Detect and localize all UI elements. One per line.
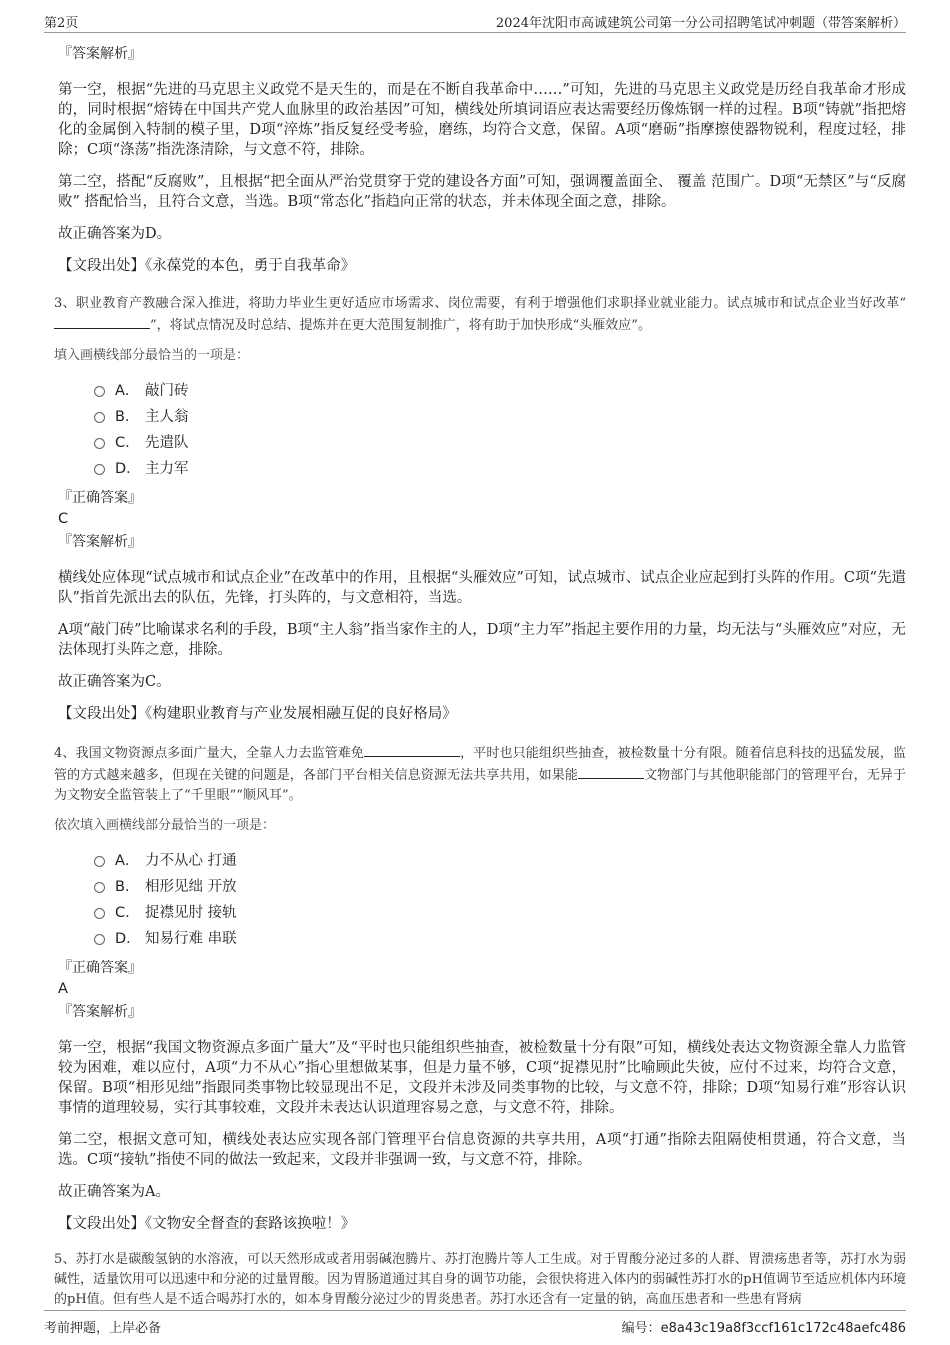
q4-conclusion: 故正确答案为A。 [58, 1184, 170, 1200]
q4-option-d[interactable]: D． 知易行难 串联 [94, 926, 906, 952]
q3-options [94, 378, 906, 482]
q3-option-b[interactable]: B． 主人翁 [94, 404, 906, 430]
q5-stem: 5、苏打水是碳酸氢钠的水溶液，可以天然形成或者用弱碱泡腾片、苏打泡腾片等人工生成。对于胃酸分泌过多的人群、胃溃疡患者等，苏打水为弱碱性，适量饮用可以迅速中和分泌的过量胃酸。因为胃肠道通过其自身的调节功能，会很快将进入体内的弱碱性苏打水的pH值调节至适应机体内环境的pH值。但有些人是不适合喝苏打水的，如本身胃酸分泌过少的胃炎患者。苏打水还含有一定量的钠，高血压患者和一些患有肾病 [54, 1252, 906, 1307]
radio-icon[interactable] [94, 386, 105, 397]
q3-analysis-para-1: 横线处应体现“试点城市和试点企业”在改革中的作用，且根据“头雁效应”可知，试点城市、试点企业应起到打头阵的作用。C项“先遣队”指首先派出去的队伍，先锋，打头阵的，与文意相符，当选。 [58, 570, 906, 606]
page-number: 第2页 [44, 16, 79, 31]
document-title: 2024年沈阳市高诚建筑公司第一分公司招聘笔试冲刺题（带答案解析） [495, 16, 906, 31]
q2-analysis-para-2: 第二空，搭配“反腐败”，且根据“把全面从严治党贯穿于党的建设各方面”可知，强调覆盖面全、 覆盖 范围广。D项“无禁区”与“反腐败” 搭配恰当，且符合文意，当选。B项“常态化”指趋向正常的状态，并未体现全面之意，排除。 [58, 174, 906, 210]
q3-stem: 3、职业教育产教融合深入推进，将助力毕业生更好适应市场需求、岗位需要，有利于增强他们求职择业就业能力。试点城市和试点企业当好改革“”，将试点情况及时总结、提炼并在更大范围复制推广，将有助于加快形成“头雁效应”。 [54, 296, 906, 333]
correct-answer-label: 『正确答案』 [58, 960, 142, 976]
radio-icon[interactable] [94, 934, 105, 945]
q3-prompt: 填入画横线部分最恰当的一项是： [54, 348, 250, 363]
footer-note: 考前押题，上岸必备 [44, 1321, 162, 1336]
document-code: 编号：e8a43c19a8f3ccf161c172c48aefc486 [621, 1321, 906, 1336]
page-footer [44, 1310, 906, 1335]
q3-answer: C [58, 511, 69, 527]
q2-source: 【文段出处】《永葆党的本色，勇于自我革命》 [58, 258, 356, 274]
radio-icon[interactable] [94, 464, 105, 475]
page-content [56, 44, 906, 1320]
page-header [44, 10, 906, 33]
q4-option-b[interactable]: B． 相形见绌 开放 [94, 874, 906, 900]
q4-analysis-para-2: 第二空，根据文意可知，横线处表达应实现各部门管理平台信息资源的共享共用，A项“打通”指除去阻隔使相贯通，符合文意，当选。C项“接轨”指使不同的做法一致起来，文段并非强调一致，与文意不符，排除。 [58, 1132, 906, 1168]
correct-answer-label: 『正确答案』 [58, 490, 142, 506]
radio-icon[interactable] [94, 412, 105, 423]
q4-analysis-para-1: 第一空，根据“我国文物资源点多面广量大”及“平时也只能组织些抽查，被检数量十分有限”可知，横线处表达文物资源全靠人力监管较为困难，难以应付，A项“力不从心”指心里想做某事，但是力量不够，C项“捉襟见肘”比喻顾此失彼，应付不过来，均符合文意，保留。B项“相形见绌”指跟同类事物比较显现出不足，文段并未涉及同类事物的比较，与文意不符，排除；D项“知易行难”形容认识事情的道理较易，实行其事较难，文段并未表达认识道理容易之意，与文意不符，排除。 [58, 1040, 906, 1116]
q3-analysis-para-2: A项“敲门砖”比喻谋求名利的手段，B项“主人翁”指当家作主的人，D项“主力军”指起主要作用的力量，均无法与“头雁效应”对应，无法体现打头阵之意，排除。 [58, 622, 906, 658]
q2-analysis-para-1: 第一空，根据“先进的马克思主义政党不是天生的，而是在不断自我革命中……”可知，先进的马克思主义政党是历经自我革命才形成的，同时根据“熔铸在中国共产党人血脉里的政治基因”可知，横线处所填词语应表达需要经历像炼钢一样的过程。B项“铸就”指把熔化的金属倒入特制的模子里，D项“淬炼”指反复经受考验，磨练，均符合文意，保留。A项“磨砺”指摩擦使器物锐利，程度过轻，排除；C项“涤荡”指洗涤清除，与文意不符，排除。 [58, 82, 906, 158]
q3-option-c[interactable]: C． 先遣队 [94, 430, 906, 456]
q3-conclusion: 故正确答案为C。 [58, 674, 171, 690]
q4-source: 【文段出处】《文物安全督查的套路该换啦！》 [58, 1216, 356, 1232]
radio-icon[interactable] [94, 856, 105, 867]
q3-option-d[interactable]: D． 主力军 [94, 456, 906, 482]
q4-stem: 4、我国文物资源点多面广量大，全靠人力去监管难免 ，平时也只能组织些抽查，被检数量十分有限。随着信息科技的迅猛发展，监管的方式越来越多，但现在关键的问题是，各部门平台相关信息资源无法共享共用，如果能 文物部门与其他职能部门的管理平台，无异于为文物安全监管装上了“千里眼”“顺风耳”。 [54, 742, 906, 806]
radio-icon[interactable] [94, 908, 105, 919]
q4-blank-1 [364, 742, 460, 757]
analysis-label: 『答案解析』 [58, 1004, 142, 1020]
q4-answer: A [58, 981, 68, 997]
q4-options [94, 848, 906, 952]
q4-prompt: 依次填入画横线部分最恰当的一项是： [54, 818, 276, 833]
q2-conclusion: 故正确答案为D。 [58, 226, 172, 242]
analysis-label: 『答案解析』 [58, 534, 142, 550]
analysis-label: 『答案解析』 [58, 46, 142, 62]
radio-icon[interactable] [94, 882, 105, 893]
q4-blank-2 [578, 764, 644, 779]
q3-source: 【文段出处】《构建职业教育与产业发展相融互促的良好格局》 [58, 706, 457, 722]
q3-blank [54, 314, 150, 329]
q3-option-a[interactable]: A． 敲门砖 [94, 378, 906, 404]
radio-icon[interactable] [94, 438, 105, 449]
q4-option-a[interactable]: A． 力不从心 打通 [94, 848, 906, 874]
q4-option-c[interactable]: C． 捉襟见肘 接轨 [94, 900, 906, 926]
